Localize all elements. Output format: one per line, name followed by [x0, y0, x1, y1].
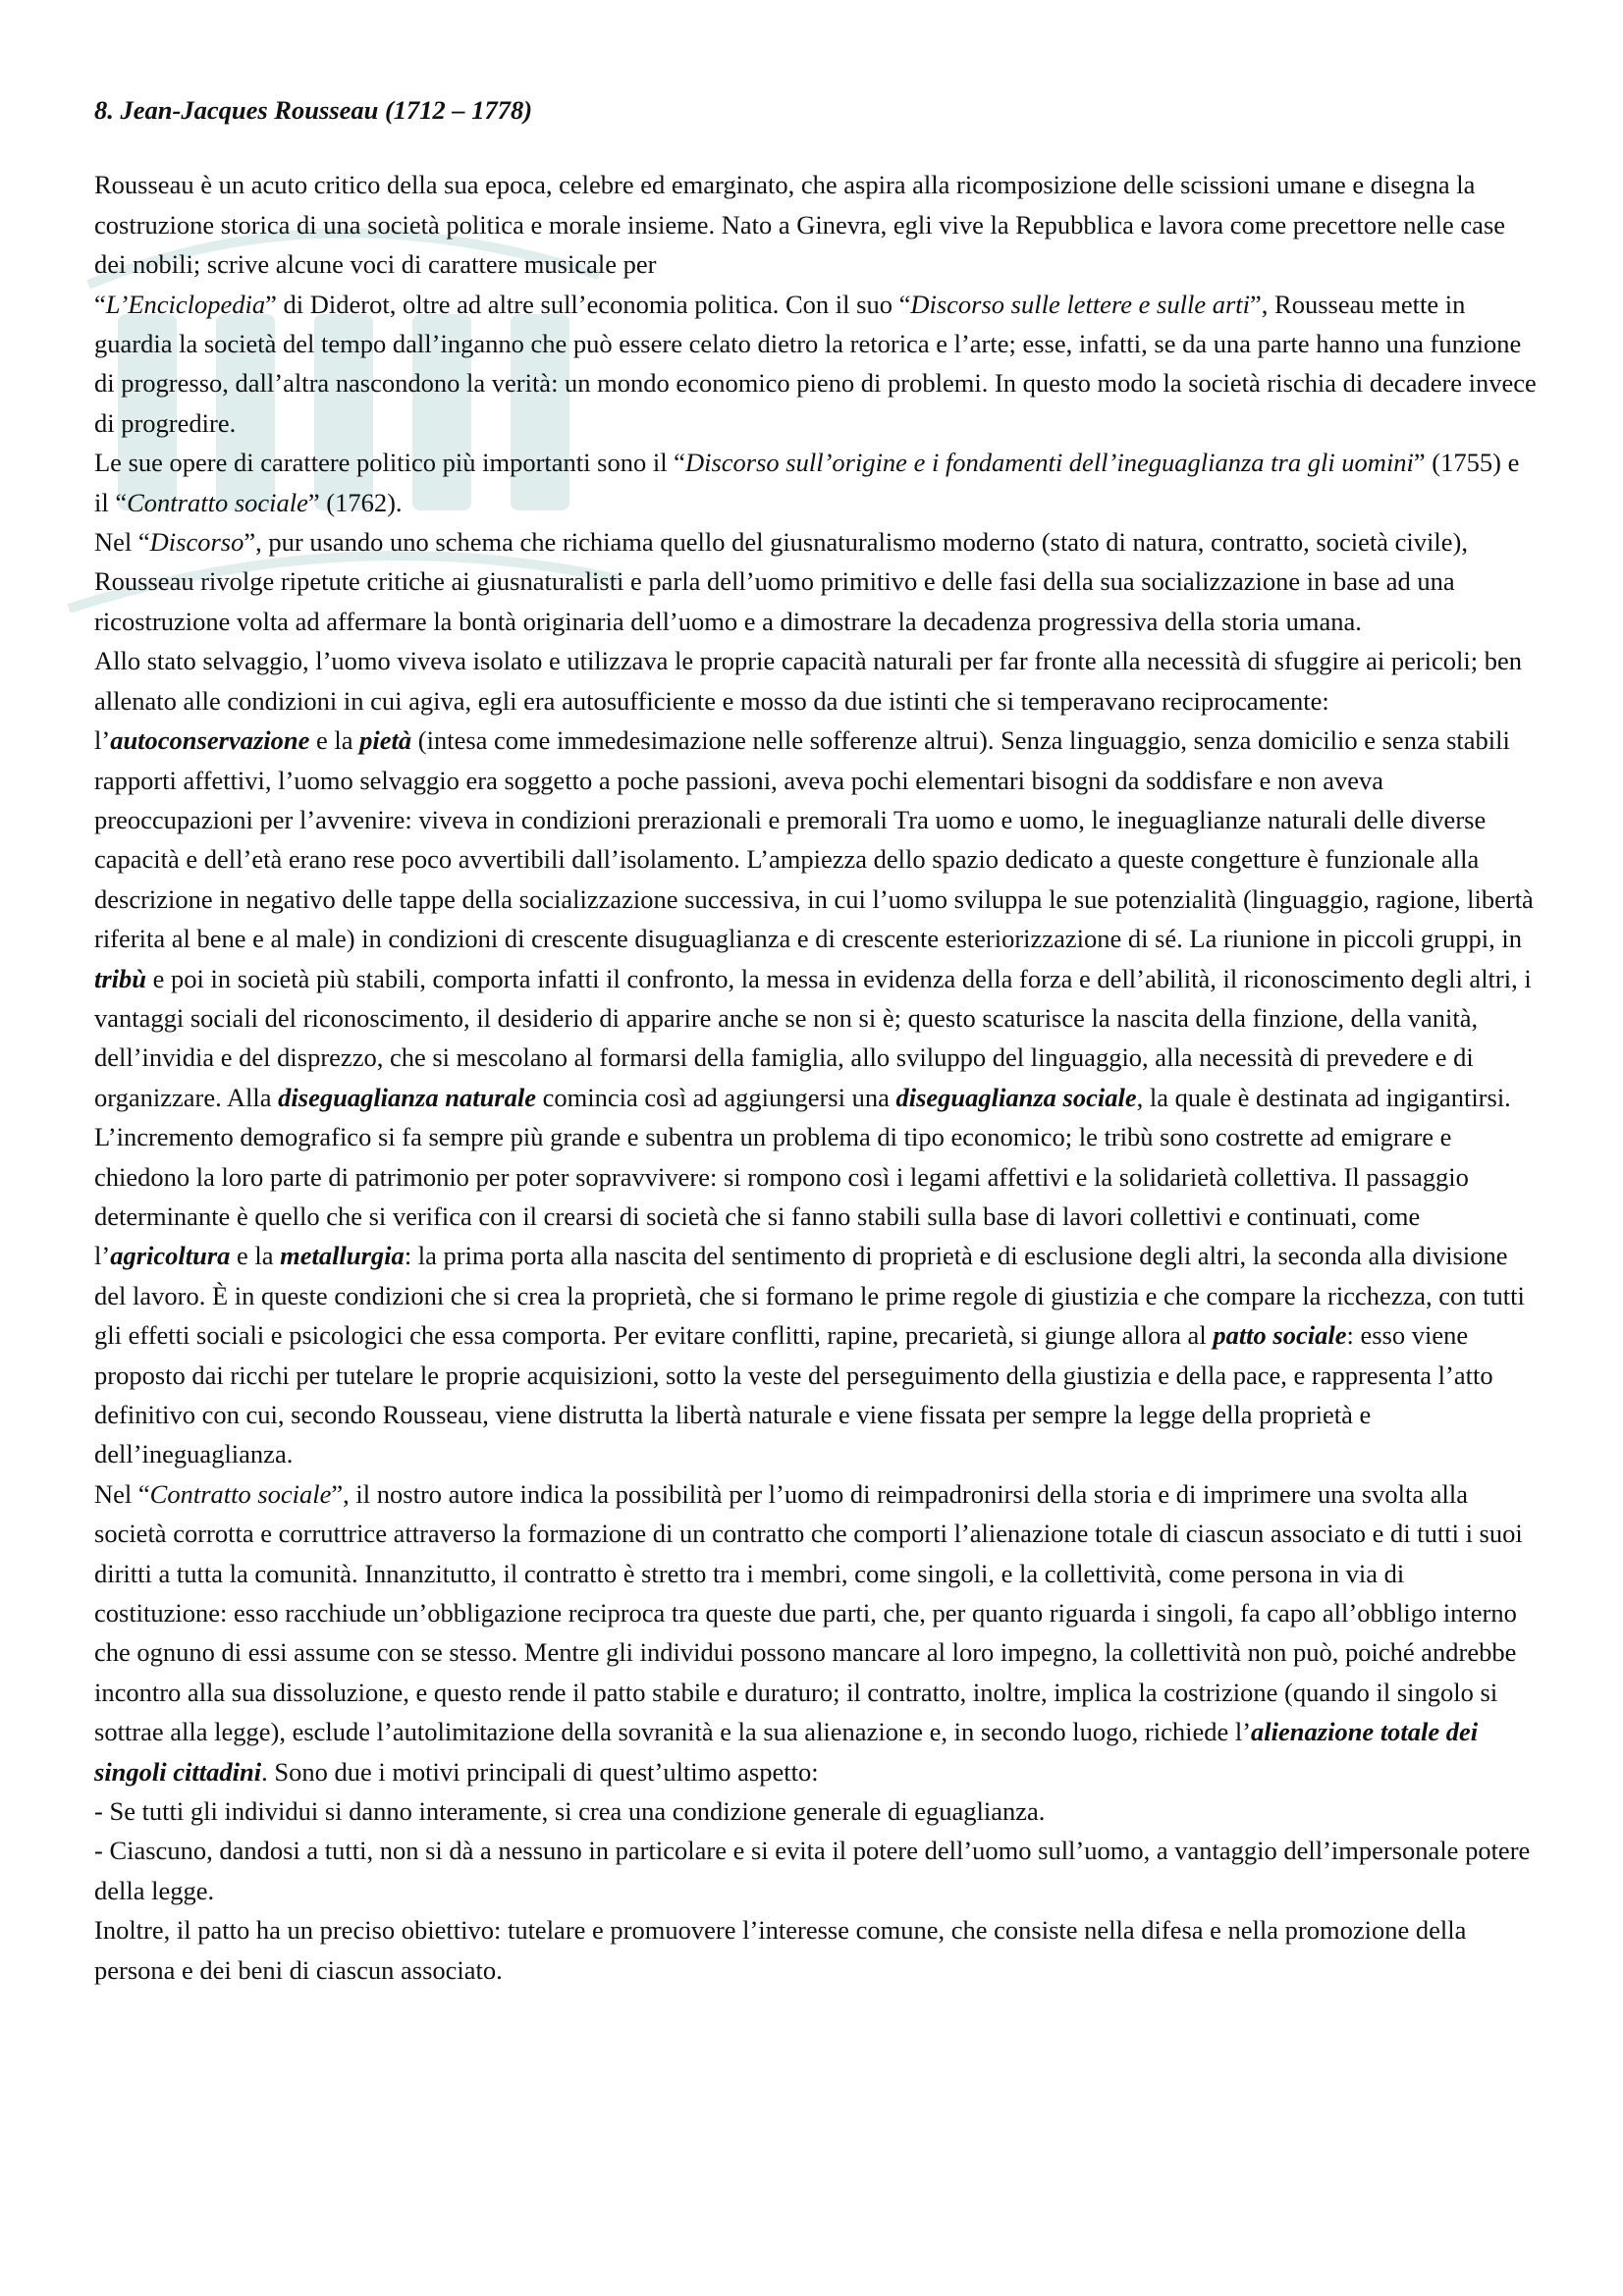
paragraph-works: Le sue opere di carattere politico più importanti sono il “Discorso sull’origine e i fondamenti dell’ineguaglianza tra gli uomini” (1755) e il “Contratto sociale” (1762).	[94, 448, 1520, 517]
paragraph-stato-selvaggio: Allo stato selvaggio, l’uomo viveva isolato e utilizzava le proprie capacità naturali per far fronte alla necessità di sfuggire ai pericoli; ben allenato alle condizioni in cui agiva, egli era autosufficiente e mosso da due istinti che si temperavano reciprocamente: l’autoconservazione e la pietà (intesa come immedesimazione nelle sofferenze altrui). Senza linguaggio, senza domicilio e senza stabili rapporti affettivi, l’uomo selvaggio era soggetto a poche passioni, aveva pochi elementari bisogni da soddisfare e non aveva preoccupazioni per l’avvenire: viveva in condizioni prerazionali e premorali Tra uomo e uomo, le ineguaglianze naturali delle diverse capacità e dell’età erano rese poco avvertibili dall’isolamento. L’ampiezza dello spazio dedicato a queste congetture è funzionale alla descrizione in negativo delle tappe della socializzazione successiva, in cui l’uomo sviluppa le sue potenzialità (linguaggio, ragione, libertà riferita al bene e al male) in condizioni di crescente disuguaglianza e di crescente esteriorizzazione di sé. La riunione in piccoli gruppi, in tribù e poi in società più stabili, comporta infatti il confronto, la messa in evidenza della forza e dell’abilità, il riconoscimento degli altri, i vantaggi sociali del riconoscimento, il desiderio di apparire anche se non si è; questo scaturisce la nascita della finzione, della vanità, dell’invidia e del disprezzo, che si mescolano al formarsi della famiglia, allo sviluppo del linguaggio, alla necessità di prevedere e di organizzare. Alla diseguaglianza naturale comincia così ad aggiungersi una diseguaglianza sociale, la quale è destinata ad ingigantirsi. L’incremento demografico si fa sempre più grande e subentra un problema di tipo economico; le tribù sono costrette ad emigrare e chiedono la loro parte di patrimonio per poter sopravvivere: si rompono così i legami affettivi e la solidarietà collettiva. Il passaggio determinante è quello che si verifica con il crearsi di società che si fanno stabili sulla base di lavori collettivi e continuati, come l’agricoltura e la metallurgia: la prima porta alla nascita del sentimento di proprietà e di esclusione degli altri, la seconda alla divisione del lavoro. È in queste condizioni che si crea la proprietà, che si formano le prime regole di giustizia e che compare la ricchezza, con tutti gli effetti sociali e psicologici che essa comporta. Per evitare conflitti, rapine, precarietà, si giunge allora al patto sociale: esso viene proposto dai ricchi per tutelare le proprie acquisizioni, sotto la veste del perseguimento della giustizia e della pace, e rappresenta l’atto definitivo con cui, secondo Rousseau, viene distrutta la libertà naturale e viene fissata per sempre la legge della proprietà e dell’ineguaglianza.	[94, 646, 1534, 1469]
paragraph-discorso: Nel “Discorso”, pur usando uno schema che richiama quello del giusnaturalismo moderno (stato di natura, contratto, società civile), Rousseau rivolge ripetute critiche ai giusnaturalisti e parla dell’uomo primitivo e delle fasi della sua socializzazione in base ad una ricostruzione volta ad affermare la bontà originaria dell’uomo e a dimostrare la decadenza progressiva della storia umana.	[94, 527, 1468, 636]
section-heading: 8. Jean-Jacques Rousseau (1712 – 1778)	[94, 95, 533, 125]
list-item: - Ciascuno, dandosi a tutti, non si dà a nessuno in particolare e si evita il potere dell’uomo sull’uomo, a vantaggio dell’impersonale potere della legge.	[94, 1836, 1531, 1905]
paragraph-conclusion: Inoltre, il patto ha un preciso obiettivo: tutelare e promuovere l’interesse comune, che consiste nella difesa e nella promozione della persona e dei beni di ciascun associato.	[94, 1915, 1467, 1985]
paragraph-intro: Rousseau è un acuto critico della sua epoca, celebre ed emarginato, che aspira alla ricomposizione delle scissioni umane e disegna la costruzione storica di una società politica e morale insieme. Nato a Ginevra, egli vive la Repubblica e lavora come precettore nelle case dei nobili; scrive alcune voci di carattere musicale per “L’Enciclopedia” di Diderot, oltre ad altre sull’economia politica. Con il suo “Discorso sulle lettere e sulle arti”, Rousseau mette in guardia la società del tempo dall’inganno che può essere celato dietro la retorica e l’arte; esse, infatti, se da una parte hanno una funzione di progresso, dall’altra nascondono la verità: un mondo economico pieno di problemi. In questo modo la società rischia di decadere invece di progredire.	[94, 170, 1537, 438]
document-body	[94, 90, 1538, 1990]
paragraph-contratto: Nel “Contratto sociale”, il nostro autore indica la possibilità per l’uomo di reimpadronirsi della storia e di imprimere una svolta alla società corrotta e corruttrice attraverso la formazione di un contratto che comporti l’alienazione totale di ciascun associato e di tutti i suoi diritti a tutta la comunità. Innanzitutto, il contratto è stretto tra i membri, come singoli, e la collettività, come persona in via di costituzione: esso racchiude un’obbligazione reciproca tra queste due parti, che, per quanto riguarda i singoli, fa capo all’obbligo interno che ognuno di essi assume con se stesso. Mentre gli individui possono mancare al loro impegno, la collettività non può, poiché andrebbe incontro alla sua dissoluzione, e questo rende il patto stabile e duraturo; il contratto, inoltre, implica la costrizione (quando il singolo si sottrae alla legge), esclude l’autolimitazione della sovranità e la sua alienazione e, in secondo luogo, richiede l’alienazione totale dei singoli cittadini. Sono due i motivi principali di quest’ultimo aspetto:	[94, 1478, 1523, 1787]
list-item: - Se tutti gli individui si danno interamente, si crea una condizione generale di eguaglianza.	[94, 1796, 1046, 1827]
